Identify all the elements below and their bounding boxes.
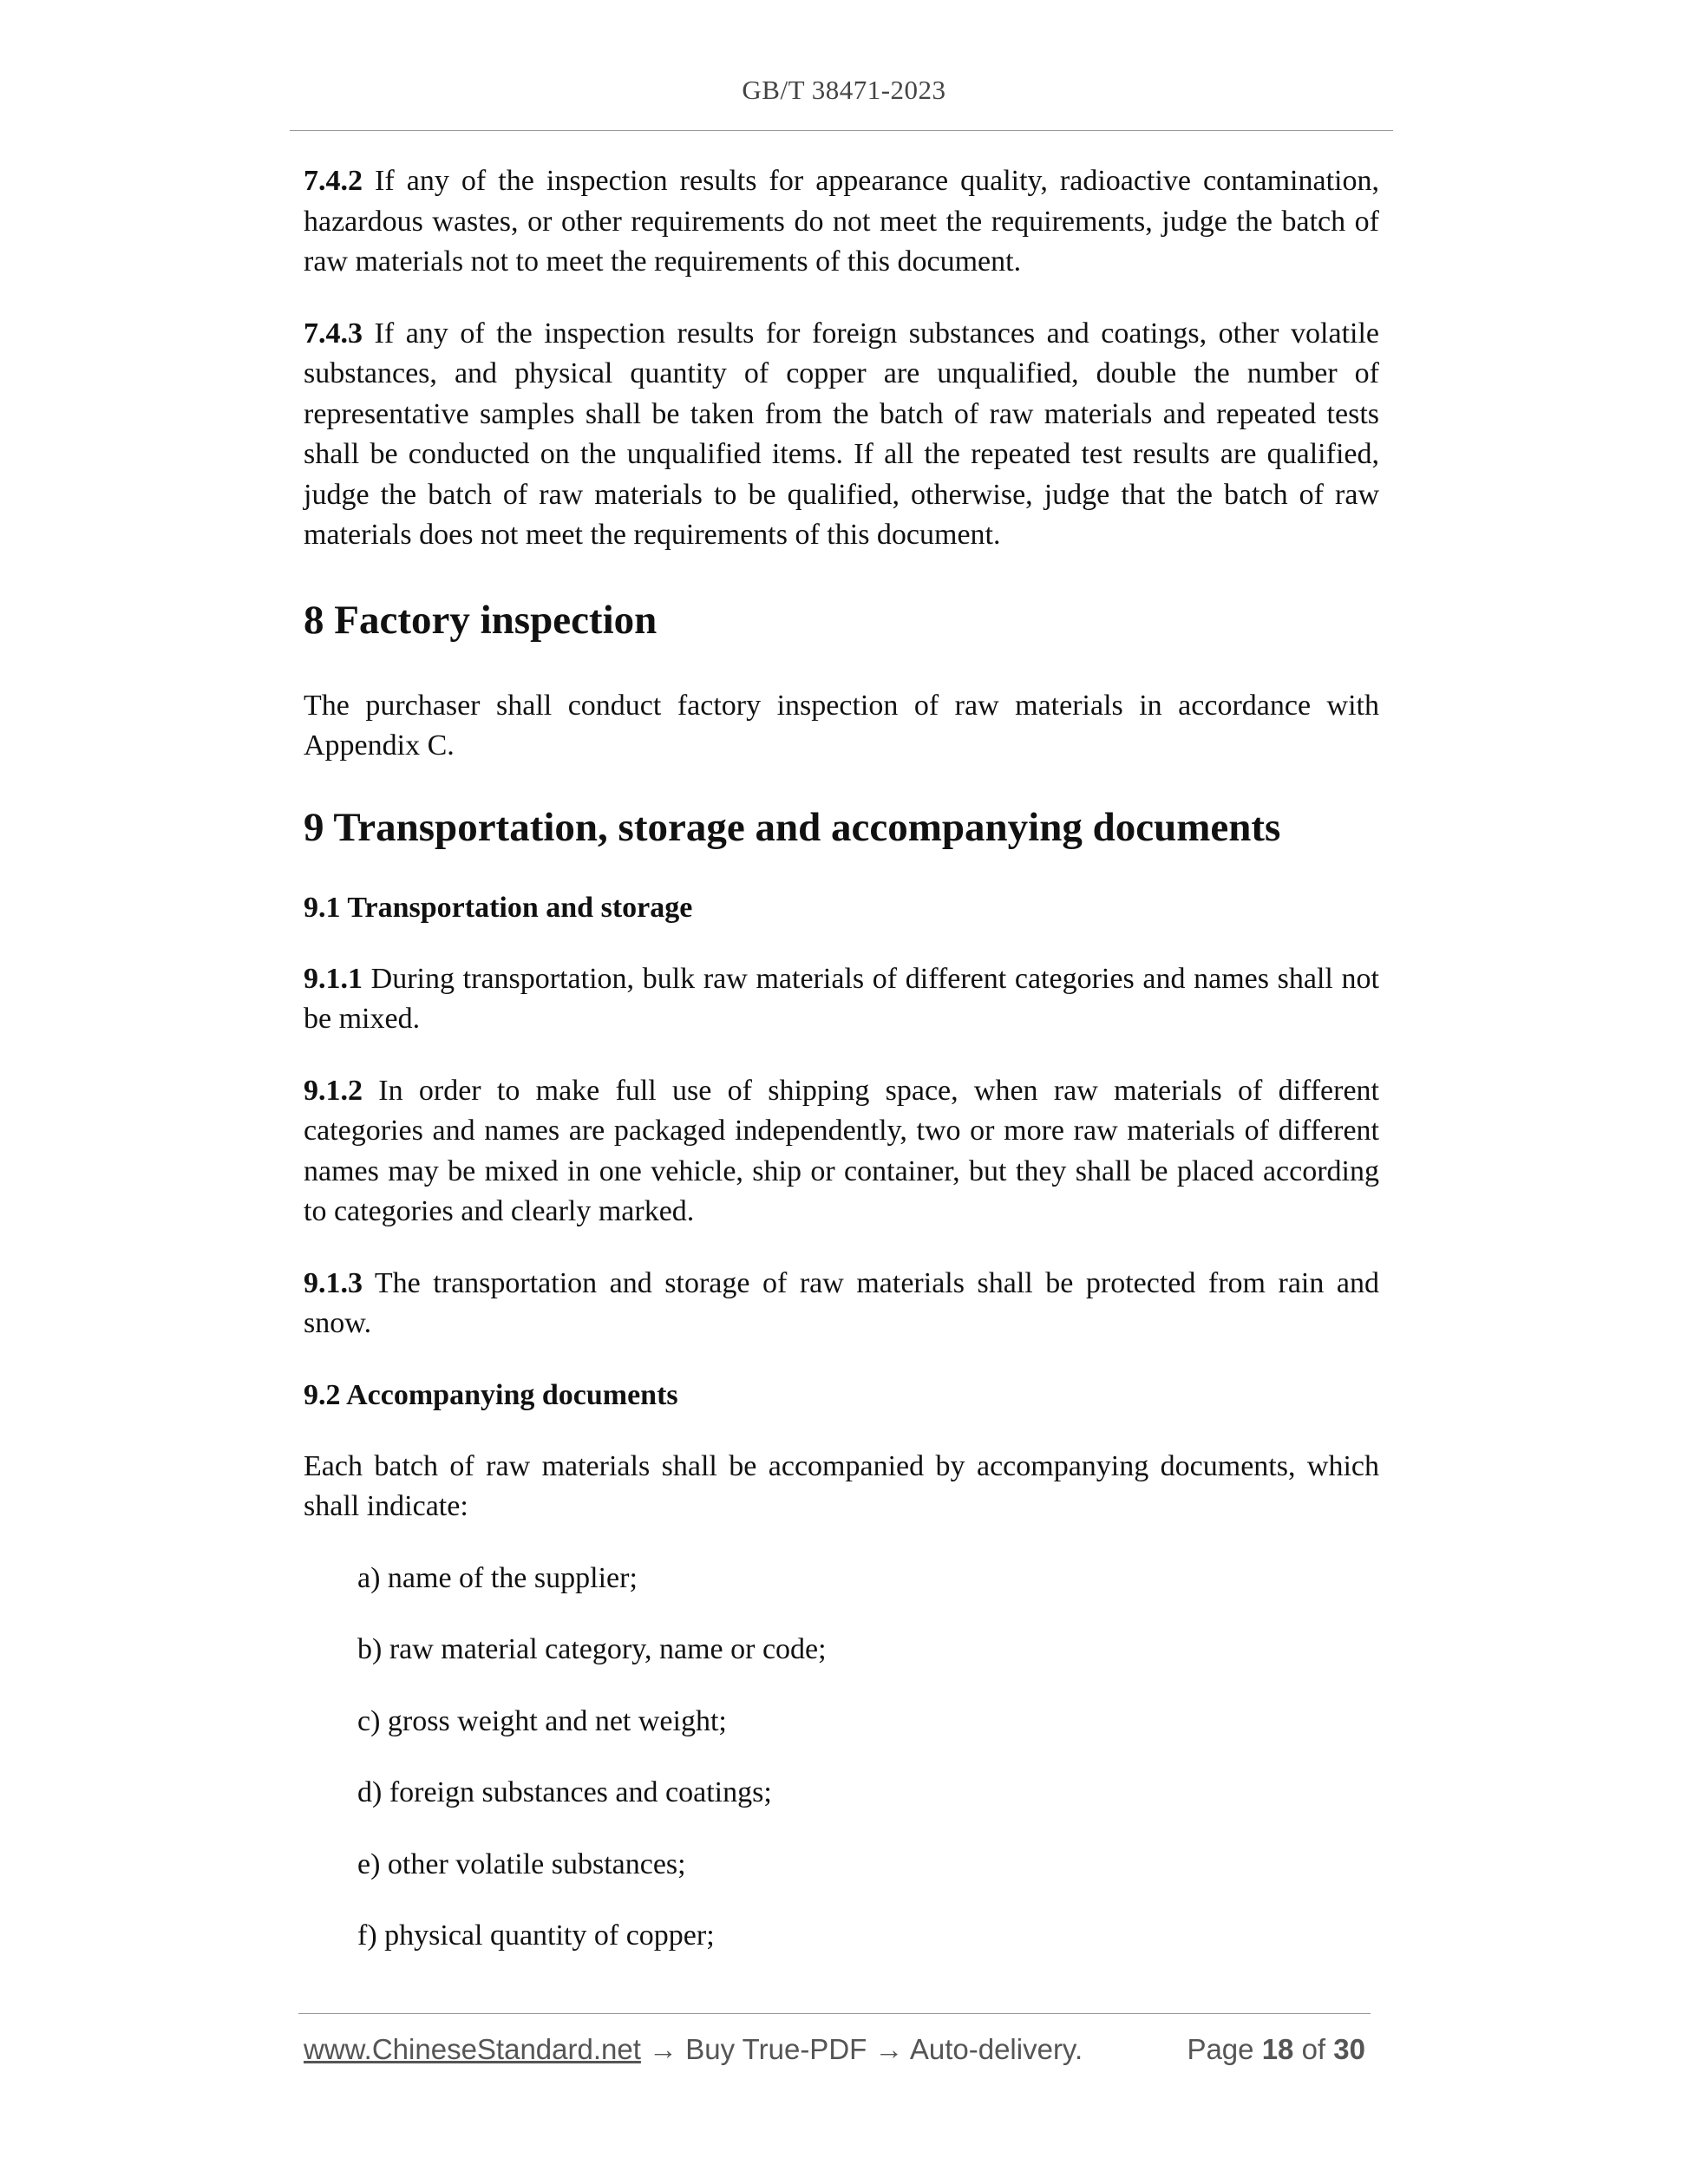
clause-text: In order to make full use of shipping space, when raw materials of different categories and names are packaged independently, two or more raw materials of different names may be mixed in one vehicle, ship or container, but they shall be placed according to categories and clearly marked.	[304, 1074, 1379, 1227]
website-link[interactable]: www.ChineseStandard.net	[304, 2033, 641, 2065]
list-item: c) gross weight and net weight;	[357, 1704, 727, 1737]
clause-text: If any of the inspection results for foreign substances and coatings, other volatile substances, and physical quantity of copper are unqualified, double the number of representative samples shall be taken from the batch of raw materials and repeated tests shall be conducted on the unqualified items. If all the repeated test results are qualified, judge the batch of raw materials to be qualified, otherwise, judge that the batch of raw materials does not meet the requirements of this document.	[304, 317, 1379, 551]
clause-7-4-3	[304, 314, 1379, 556]
header-divider	[290, 130, 1393, 131]
clause-number: 7.4.3	[304, 317, 363, 350]
list-item: b) raw material category, name or code;	[357, 1633, 827, 1665]
clause-number: 9.1.3	[304, 1266, 363, 1299]
footer-divider	[298, 2013, 1371, 2014]
list-item: d) foreign substances and coatings;	[357, 1776, 772, 1808]
section-heading-9: 9 Transportation, storage and accompanying documents	[304, 804, 1281, 850]
clause-text: The transportation and storage of raw materials shall be protected from rain and snow.	[304, 1266, 1379, 1339]
clause-9-1-3	[304, 1264, 1379, 1344]
of-label: of	[1301, 2033, 1326, 2065]
clause-number: 9.1.1	[304, 962, 363, 995]
document-code-header: GB/T 38471-2023	[742, 75, 946, 105]
buy-pdf-text: Buy True-PDF	[685, 2033, 867, 2065]
clause-text: If any of the inspection results for appearance quality, radioactive contamination, hazardous wastes, or other requirements do not meet the requirements, judge the batch of raw materials not to meet the requirements of this document.	[304, 165, 1379, 278]
section-8-paragraph: The purchaser shall conduct factory inspection of raw materials in accordance with Appendix C.	[304, 689, 1379, 762]
list-item: a) name of the supplier;	[357, 1561, 638, 1594]
clause-text: During transportation, bulk raw materials of different categories and names shall not be mixed.	[304, 962, 1379, 1035]
arrow-right-icon: →	[874, 2033, 904, 2065]
clause-9-1-2	[304, 1071, 1379, 1233]
clause-9-1-1	[304, 959, 1379, 1040]
list-item: e) other volatile substances;	[357, 1847, 686, 1880]
page-footer	[304, 2033, 1371, 2071]
subsection-heading-9-2: 9.2 Accompanying documents	[304, 1378, 678, 1411]
page-total: 30	[1333, 2033, 1365, 2065]
subsection-heading-9-1: 9.1 Transportation and storage	[304, 891, 693, 924]
footer-promo	[304, 2033, 1083, 2066]
clause-7-4-2	[304, 161, 1379, 283]
page-body	[304, 161, 1379, 1988]
list-item: f) physical quantity of copper;	[357, 1919, 715, 1952]
section-9-2-paragraph: Each batch of raw materials shall be accompanied by accompanying documents, which shall indicate:	[304, 1449, 1379, 1522]
arrow-right-icon: →	[649, 2033, 678, 2065]
page-number: 18	[1261, 2033, 1294, 2065]
clause-number: 7.4.2	[304, 165, 363, 197]
section-heading-8: 8 Factory inspection	[304, 597, 658, 643]
auto-delivery-text: Auto-delivery.	[909, 2033, 1083, 2065]
clause-number: 9.1.2	[304, 1074, 363, 1107]
accompanying-documents-list	[304, 1559, 1379, 1957]
page-label: Page	[1187, 2033, 1254, 2065]
page-indicator	[1187, 2033, 1365, 2066]
